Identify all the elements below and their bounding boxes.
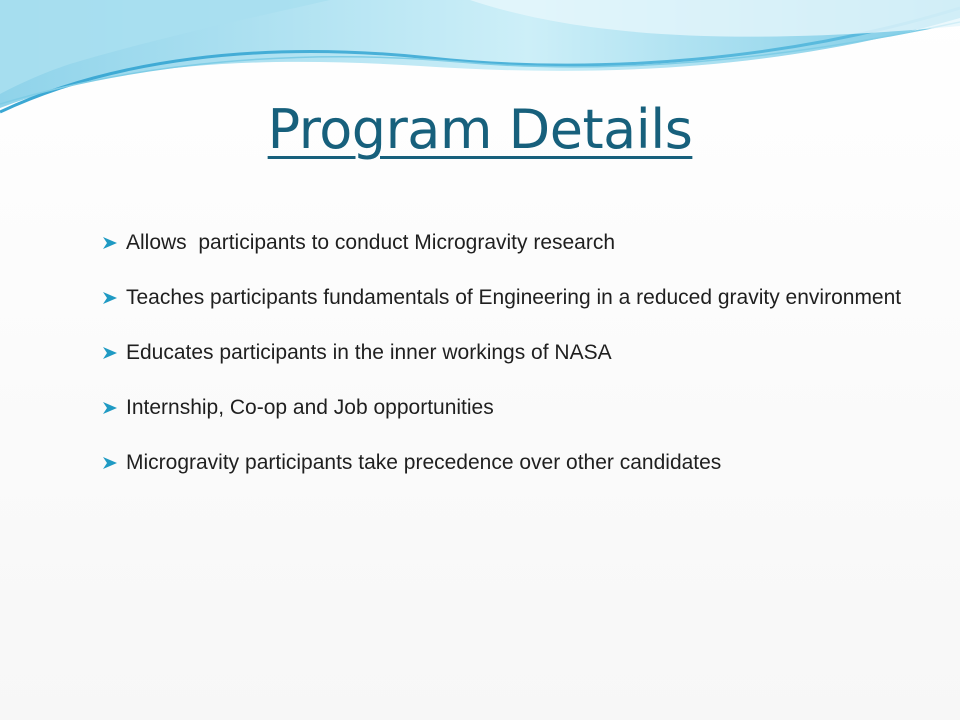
bullet-text: Microgravity participants take precedence over other candidates xyxy=(126,451,722,474)
bullet-text: Allows participants to conduct Microgravity research xyxy=(126,231,616,254)
bullet-item xyxy=(100,330,902,376)
arrowhead-bullet-icon xyxy=(102,236,118,250)
bullet-item xyxy=(100,275,902,321)
bullet-text: Teaches participants fundamentals of Engineering in a reduced gravity environment xyxy=(126,286,902,309)
arrowhead-bullet-icon xyxy=(102,401,118,415)
bullet-item xyxy=(100,385,902,431)
bullet-text: Internship, Co-op and Job opportunities xyxy=(126,396,494,419)
arrowhead-bullet-icon xyxy=(102,456,118,470)
bullet-text: Educates participants in the inner workings of NASA xyxy=(126,341,612,364)
arrowhead-bullet-icon xyxy=(102,291,118,305)
arrowhead-bullet-icon xyxy=(102,346,118,360)
bullet-item xyxy=(100,440,902,486)
bullet-list xyxy=(100,220,902,495)
bullet-item xyxy=(100,220,902,266)
slide-title: Program Details xyxy=(267,98,693,161)
